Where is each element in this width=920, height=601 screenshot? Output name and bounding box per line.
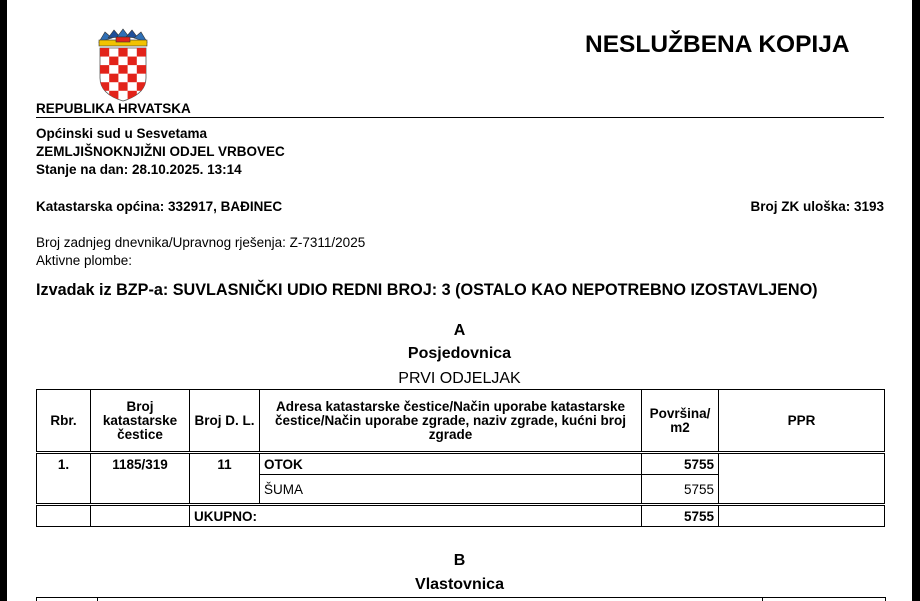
table-row	[37, 475, 885, 505]
active-seals: Aktivne plombe:	[36, 253, 133, 268]
section-b-letter: B	[453, 552, 466, 569]
row-ppr	[719, 453, 885, 475]
column-header-address: Adresa katastarske čestice/Način uporabe katastarske čestice/Način uporabe zgrade, naziv zgrade, kućni broj zgrade	[260, 390, 642, 453]
row-broj-dl: 11	[190, 453, 260, 475]
cadastral-municipality: Katastarska općina: 332917, BAĐINEC	[36, 199, 283, 214]
section-b-title: Vlastovnica	[415, 576, 504, 593]
row-parcel: 1185/319	[91, 453, 190, 475]
table-header-row	[37, 390, 885, 453]
last-journal-number: Broj zadnjeg dnevnika/Upravnog rješenja: Z-7311/2025	[36, 235, 366, 250]
row-area-otok: 5755	[642, 453, 719, 475]
section-a-title: Posjedovnica	[407, 345, 512, 362]
column-header-rbr: Rbr.	[37, 390, 91, 453]
column-header-parcel: Broj katastarske čestice	[91, 390, 190, 453]
total-label: UKUPNO:	[190, 505, 642, 527]
table-row	[37, 453, 885, 475]
column-header-area: Površina/ m2	[642, 390, 719, 453]
table-total-row	[37, 505, 885, 527]
extract-title: Izvadak iz BZP-a: SUVLASNIČKI UDIO REDNI BROJ: 3 (OSTALO KAO NEPOTREBNO IZOSTAVLJENO)	[36, 281, 818, 299]
section-a-subtitle: PRVI ODJELJAK	[398, 370, 521, 387]
section-a-letter: A	[453, 322, 466, 339]
court-name: Općinski sud u Sesvetama	[36, 126, 208, 141]
column-header-ppr: PPR	[719, 390, 885, 453]
land-registry-department: ZEMLJIŠNOKNJIŽNI ODJEL VRBOVEC	[36, 144, 285, 159]
row-rbr: 1.	[37, 453, 91, 475]
row-area-suma: 5755	[642, 475, 719, 505]
unofficial-copy-stamp: NESLUŽBENA KOPIJA	[585, 31, 850, 58]
ownership-table	[36, 597, 886, 601]
column-header-broj-dl: Broj D. L.	[190, 390, 260, 453]
republic-name: REPUBLIKA HRVATSKA	[36, 101, 191, 116]
document-page	[7, 0, 912, 601]
row-use-suma: ŠUMA	[260, 475, 642, 505]
zk-folio-number: Broj ZK uloška: 3193	[750, 199, 884, 214]
row-use-otok: OTOK	[260, 453, 642, 475]
header-divider	[36, 117, 884, 118]
possession-table	[36, 389, 885, 527]
state-date: Stanje na dan: 28.10.2025. 13:14	[36, 162, 242, 177]
total-area: 5755	[642, 505, 719, 527]
croatian-coat-of-arms-icon	[95, 28, 151, 102]
